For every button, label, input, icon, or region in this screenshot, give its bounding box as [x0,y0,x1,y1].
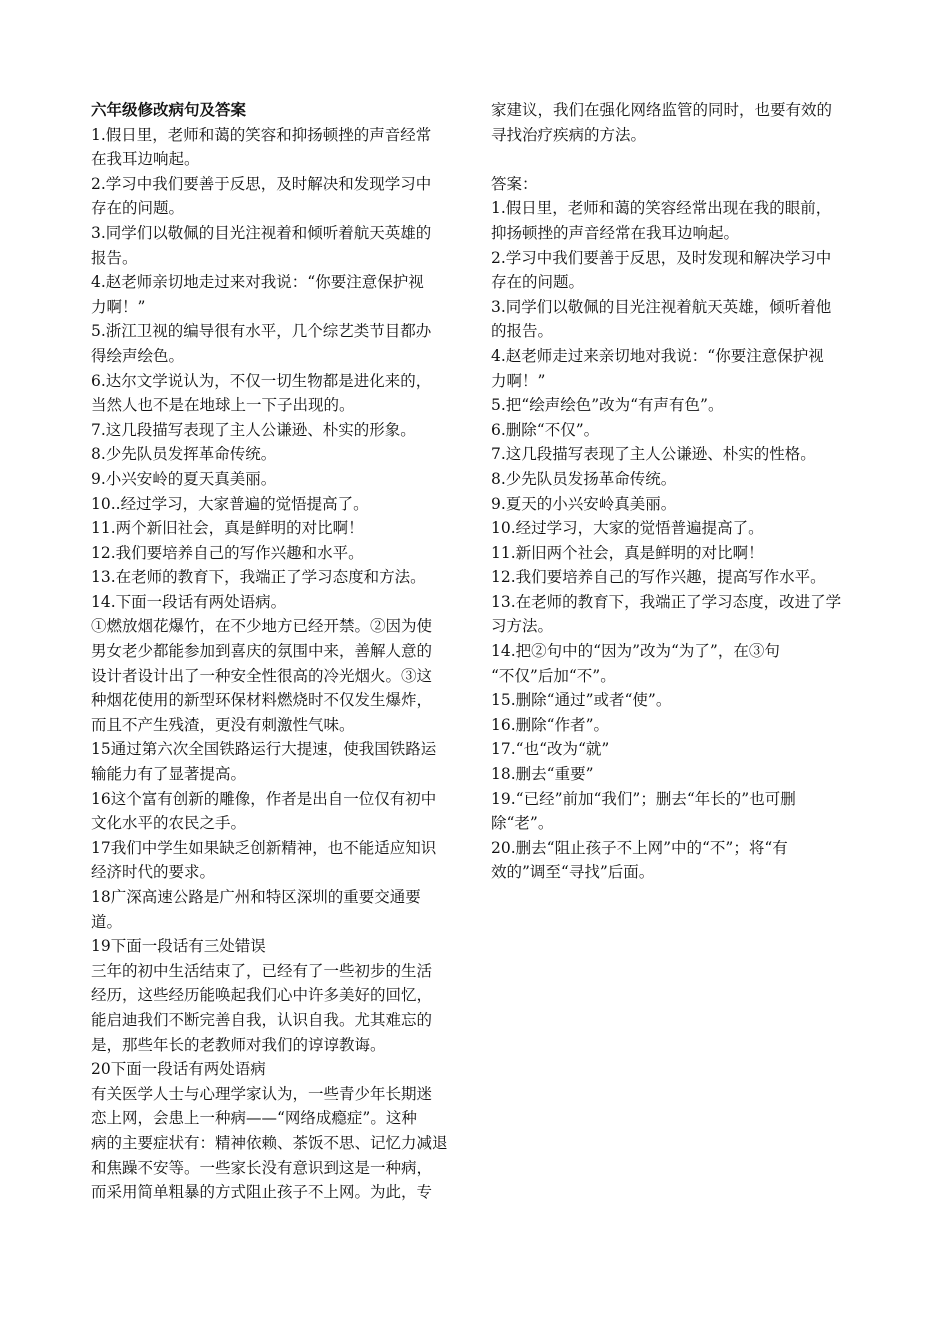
answer-3 [491,295,863,344]
question-line: 设计者设计出了一种安全性很高的冷光烟火。③这 [91,666,433,685]
question-18 [91,836,461,885]
question-line: 能启迪我们不断完善自我，认识自我。尤其难忘的 [91,1010,433,1029]
document-title: 六年级修改病句及答案 [91,100,247,119]
answer-line: 9.夏天的小兴安岭真美丽。 [491,494,677,513]
question-line: 得绘声绘色。 [91,346,185,365]
question-line: 经济时代的要求。 [91,863,216,882]
question-line: 18广深高速公路是广州和特区深圳的重要交通要 [91,888,421,906]
answer-line: 3.同学们以敬佩的目光注视着航天英雄，倾听着他 [491,297,832,316]
question-line: 14.下面一段话有两处语病。 [91,592,287,611]
answer-line: 14.把②句中的“因为”改为“为了”，在③句 [491,642,780,661]
question-line: 种烟花使用的新型环保材料燃烧时不仅发生爆炸， [91,691,433,710]
answer-line: 力啊！” [491,371,546,390]
question-line: 20下面一段话有两处语病 [91,1060,266,1079]
question-continuation-1 [491,98,863,147]
question-16 [91,737,461,786]
answer-line: 存在的问题。 [491,273,585,292]
question-21 [91,959,461,1057]
question-line: 8.少先队员发挥革命传统。 [91,445,277,464]
question-7 [91,418,461,443]
answer-7 [491,442,863,467]
answer-line: 效的”调至“寻找”后面。 [491,863,655,882]
answer-8 [491,467,863,492]
question-6 [91,369,461,418]
question-15 [91,614,461,737]
question-line: 4.赵老师亲切地走过来对我说：“你要注意保护视 [91,273,424,292]
question-line: 19下面一段话有三处错误 [91,937,266,956]
question-line: 2.学习中我们要善于反思，及时解决和发现学习中 [91,174,432,193]
question-line: 6.达尔文学说认为，不仅一切生物都是进化来的， [91,371,432,390]
question-continuation-line: 寻找治疗疾病的方法。 [491,125,647,144]
question-line: 11.两个新旧社会，真是鲜明的对比啊！ [91,519,364,538]
question-line: 恋上网，会患上一种病——“网络成瘾症”。这种 [91,1109,417,1128]
question-line: 9.小兴安岭的夏天真美丽。 [91,469,277,488]
answer-1 [491,196,863,245]
question-11 [91,516,461,541]
answer-line: 1.假日里，老师和蔼的笑容经常出现在我的眼前， [491,199,832,218]
question-line: 13.在老师的教育下，我端正了学习态度和方法。 [91,568,426,587]
answer-line: 6.删除“不仅”。 [491,420,600,439]
answer-line: 16.删除“作者”。 [491,715,609,734]
answer-16 [491,713,863,738]
answer-4 [491,344,863,393]
question-9 [91,467,461,492]
question-line: 输能力有了显著提高。 [91,765,247,784]
question-line: 和焦躁不安等。一些家长没有意识到这是一种病， [91,1158,433,1177]
question-line: 文化水平的农民之手。 [91,814,247,833]
answer-12 [491,565,863,590]
question-20 [91,934,461,959]
answer-19 [491,787,863,836]
question-5 [91,319,461,368]
question-2 [91,172,461,221]
question-line: 7.这几段描写表现了主人公谦逊、朴实的形象。 [91,420,416,439]
question-13 [91,565,461,590]
question-line: 是，那些年长的老教师对我们的谆谆教诲。 [91,1035,386,1054]
question-4 [91,270,461,319]
answer-line: 习方法。 [491,617,554,636]
question-line: 12.我们要培养自己的写作兴趣和水平。 [91,543,364,562]
question-line: 17我们中学生如果缺乏创新精神，也不能适应知识 [91,838,437,857]
question-3 [91,221,461,270]
question-line: 病的主要症状有：精神依赖、茶饭不思、记忆力减退 [91,1133,448,1152]
answer-line: 2.学习中我们要善于反思，及时发现和解决学习中 [491,248,832,267]
left-column [91,98,461,1205]
answer-line: 15.删除“通过”或者“使”。 [491,691,672,710]
question-line: 10..经过学习，大家普遍的觉悟提高了。 [91,494,369,513]
question-line: 经历，这些经历能唤起我们心中许多美好的回忆， [91,986,433,1005]
question-17 [91,787,461,836]
question-line: 当然人也不是在地球上一下子出现的。 [91,396,355,415]
question-line: 5.浙江卫视的编导很有水平，几个综艺类节目都办 [91,322,432,341]
question-1 [91,123,461,172]
answer-line: 18.删去“重要” [491,765,594,784]
question-14 [91,590,461,615]
answer-5 [491,393,863,418]
question-19 [91,885,461,934]
answer-line: 4.赵老师走过来亲切地对我说：“你要注意保护视 [491,346,824,365]
question-23 [91,1082,461,1205]
question-line: 力啊！” [91,297,146,316]
question-line: 道。 [91,912,123,931]
question-line: 存在的问题。 [91,199,185,218]
question-line: 15通过第六次全国铁路运行大提速，使我国铁路运 [91,740,437,759]
answer-line: 5.把“绘声绘色”改为“有声有色”。 [491,396,724,415]
answer-17 [491,737,863,762]
question-line: ①燃放烟花爆竹，在不少地方已经开禁。②因为使 [91,617,433,636]
answer-6 [491,418,863,443]
right-column [491,98,863,885]
answer-line: 7.这几段描写表现了主人公谦逊、朴实的性格。 [491,445,816,464]
question-line: 16这个富有创新的雕像，作者是出自一位仅有初中 [91,789,437,808]
answer-13 [491,590,863,639]
answer-line: 抑扬顿挫的声音经常在我耳边响起。 [491,223,740,242]
question-line: 1.假日里，老师和蔼的笑容和抑扬顿挫的声音经常 [91,125,432,144]
question-line: 而且不产生残渣，更没有刺激性气味。 [91,715,355,734]
answer-line: 11.新旧两个社会，真是鲜明的对比啊！ [491,543,764,562]
question-line: 而采用简单粗暴的方式阻止孩子不上网。为此，专 [91,1183,433,1202]
question-line: 男女老少都能参加到喜庆的氛围中来，善解人意的 [91,642,433,661]
answer-18 [491,762,863,787]
answer-line: 12.我们要培养自己的写作兴趣，提高写作水平。 [491,568,826,587]
question-8 [91,442,461,467]
answer-15 [491,688,863,713]
answer-2 [491,246,863,295]
answer-14 [491,639,863,688]
section-gap [491,147,863,172]
question-22 [91,1057,461,1082]
answer-line: 除“老”。 [491,814,554,833]
question-line: 报告。 [91,248,138,267]
answer-line: 的报告。 [491,322,554,341]
answer-20 [491,836,863,885]
question-line: 三年的初中生活结束了，已经有了一些初步的生活 [91,961,433,980]
answer-9 [491,492,863,517]
question-10 [91,492,461,517]
answer-line: 19.“已经”前加“我们”；删去“年长的”也可删 [491,789,796,808]
question-continuation-line: 家建议，我们在强化网络监管的同时，也要有效的 [491,101,833,119]
answer-line: “不仅”后加“不”。 [491,666,616,685]
answer-line: 20.删去“阻止孩子不上网”中的“不”；将“有 [491,838,788,857]
answer-11 [491,541,863,566]
answer-line: 13.在老师的教育下，我端正了学习态度，改进了学 [491,592,842,611]
answer-line: 10.经过学习，大家的觉悟普遍提高了。 [491,519,764,538]
question-line: 3.同学们以敬佩的目光注视着和倾听着航天英雄的 [91,223,432,242]
question-line: 在我耳边响起。 [91,150,200,169]
answer-line: 17.“也“改为“就” [491,740,610,759]
answer-10 [491,516,863,541]
answer-line: 8.少先队员发扬革命传统。 [491,469,677,488]
question-12 [91,541,461,566]
question-line: 有关医学人士与心理学家认为，一些青少年长期迷 [91,1084,433,1103]
answers-heading: 答案： [491,174,538,193]
